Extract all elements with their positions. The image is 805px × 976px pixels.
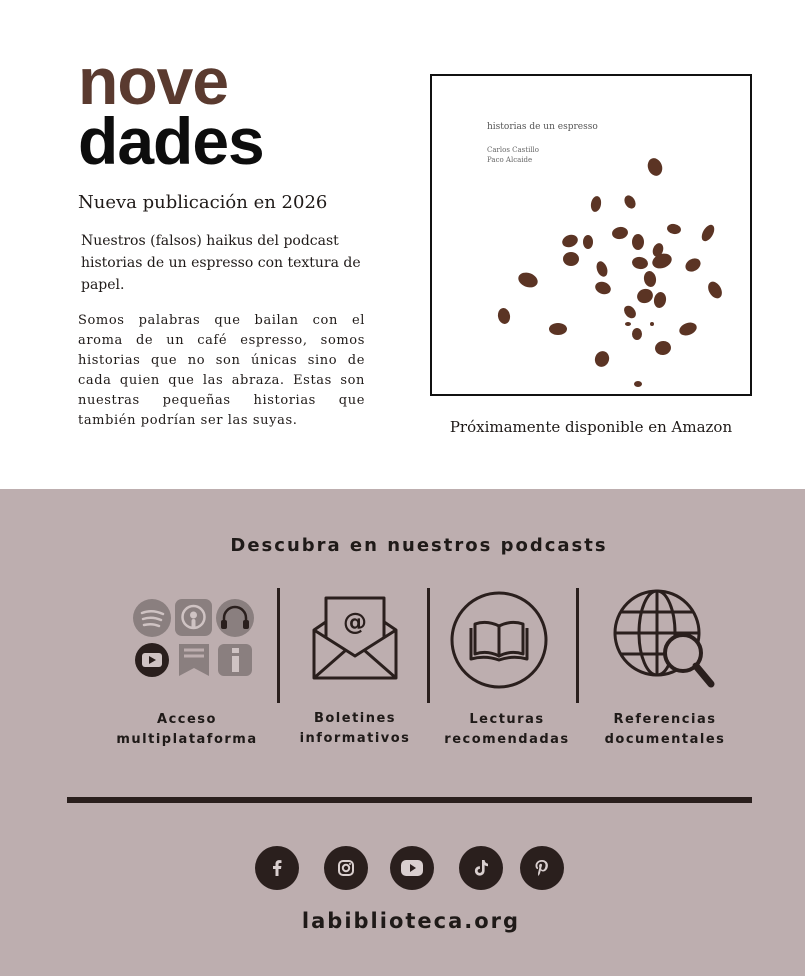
newsletter-envelope-icon	[310, 594, 400, 684]
cover-title: historias de un espresso	[487, 122, 598, 132]
feature-label-platforms: Acceso multiplataforma	[116, 712, 258, 747]
divider-1	[277, 588, 280, 703]
divider-3	[576, 588, 579, 703]
pinterest-icon[interactable]	[520, 846, 564, 890]
coffee-beans-image	[432, 76, 750, 394]
body-text: Somos palabras que bailan con el aroma de un café espresso, somos historias que no son únicas sino de cada quien que las abraza. Estas son nuestras pequeñas historias que también podrían ser las suyas.	[78, 313, 365, 428]
feature-label-readings: Lecturas recomendadas	[444, 712, 570, 747]
podcasts-heading: Descubra en nuestros podcasts	[230, 535, 608, 556]
subtitle: Nueva publicación en 2026	[78, 192, 328, 213]
feature-label-references: Referencias documentales	[604, 712, 726, 747]
cover-author-2: Paco Alcaide	[487, 156, 533, 164]
tiktok-icon[interactable]	[459, 846, 503, 890]
facebook-icon[interactable]	[255, 846, 299, 890]
website-url[interactable]: labiblioteca.org	[301, 909, 521, 933]
book-cover	[430, 74, 752, 396]
intro-text: Nuestros (falsos) haikus del podcast historias de un espresso con textura de papel.	[81, 233, 361, 293]
cover-author-1: Carlos Castillo	[487, 146, 540, 154]
title-nove: nove	[78, 44, 229, 118]
platforms-icon	[132, 598, 254, 678]
instagram-icon[interactable]	[324, 846, 368, 890]
book-icon	[449, 590, 549, 690]
divider-2	[427, 588, 430, 703]
podcast-headphones-icon	[216, 599, 254, 637]
availability-caption: Próximamente disponible en Amazon	[449, 418, 733, 436]
svg-text:@: @	[343, 608, 367, 636]
horizontal-divider	[67, 797, 752, 803]
youtube-icon[interactable]	[390, 846, 434, 890]
globe-search-icon	[612, 588, 716, 692]
feature-label-newsletters: Boletines informativos	[299, 711, 411, 746]
title-dades: dades	[78, 104, 264, 178]
